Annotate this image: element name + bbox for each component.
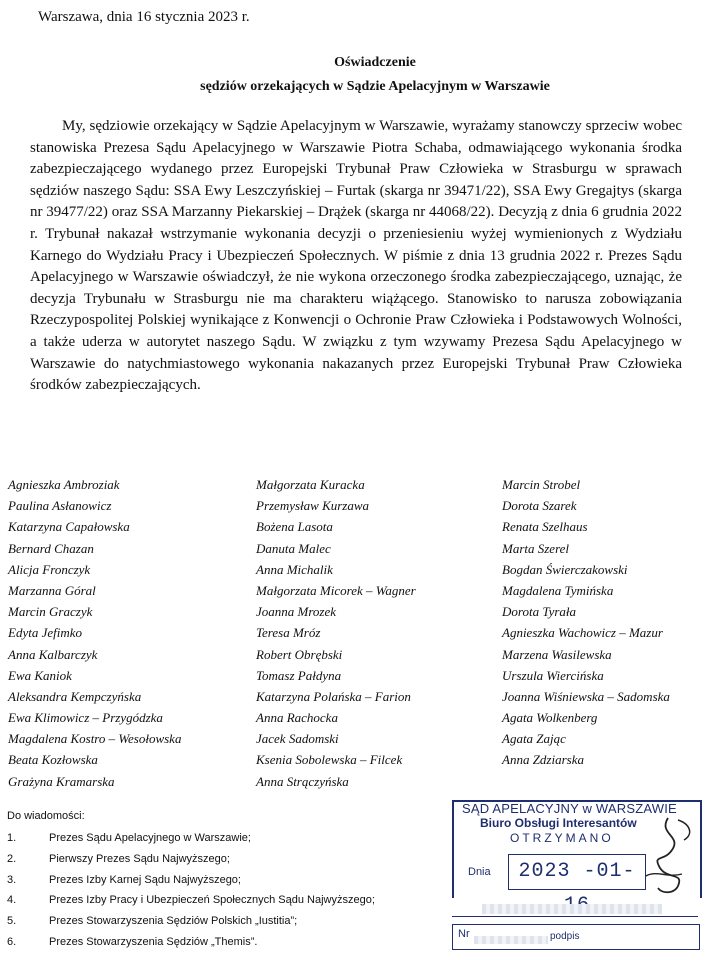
signatory-name: Anna Zdziarska: [502, 752, 584, 768]
signatory-name: Marcin Strobel: [502, 477, 581, 492]
handwritten-signature: [638, 814, 698, 898]
distribution-items: [7, 828, 375, 953]
stamp-received-label: OTRZYMANO: [510, 831, 614, 845]
signatory-name: Katarzyna Capałowska: [8, 519, 130, 535]
signatory-name: Joanna Wiśniewska – Sadomska: [502, 688, 670, 704]
signatory-name: Jacek Sadomski: [256, 731, 339, 747]
signatory-name: Robert Obrębski: [256, 646, 343, 662]
distribution-item-number: 6.: [7, 935, 17, 948]
redacted-area: [482, 904, 662, 914]
signatories-column-1: [8, 474, 181, 792]
signatory-name: Agnieszka Wachowicz – Mazur: [502, 625, 663, 641]
distribution-item-text: Prezes Stowarzyszenia Sędziów „Themis”.: [49, 935, 258, 948]
signatory-name: Edyta Jefimko: [8, 625, 82, 641]
stamp-court-name: SĄD APELACYJNY w WARSZAWIE: [462, 801, 677, 816]
signatory-name: Teresa Mróz: [256, 625, 321, 641]
distribution-item: [7, 911, 375, 932]
document-date: Warszawa, dnia 16 stycznia 2023 r.: [38, 9, 250, 25]
stamp-date-label: Dnia: [468, 866, 491, 878]
stamp-office-name: Biuro Obsługi Interesantów: [480, 816, 637, 830]
distribution-item-text: Prezes Sądu Apelacyjnego w Warszawie;: [49, 832, 251, 844]
signatory-name: Grażyna Kramarska: [8, 773, 115, 789]
signatory-name: Paulina Asłanowicz: [8, 498, 112, 514]
document-title: Oświadczenie: [334, 55, 416, 70]
distribution-item: [7, 890, 375, 911]
signatory-name: Danuta Malec: [256, 540, 331, 556]
signatory-name: Ksenia Sobolewska – Filcek: [256, 752, 403, 768]
distribution-item-text: Prezes Izby Karnej Sądu Najwyższego;: [49, 873, 241, 886]
distribution-item-number: 1.: [7, 832, 17, 844]
signatory-name: Urszula Wiercińska: [502, 667, 604, 683]
signatory-name: Agata Zając: [502, 731, 566, 747]
distribution-item-number: 4.: [7, 894, 17, 907]
received-stamp: [452, 800, 700, 950]
signatory-name: Marzena Wasilewska: [502, 646, 612, 662]
signatory-name: Ewa Klimowicz – Przygódzka: [8, 710, 163, 726]
distribution-item-text: Pierwszy Prezes Sądu Najwyższego;: [49, 852, 230, 865]
stamp-number-label: Nr: [458, 928, 470, 940]
distribution-item-text: Prezes Izby Pracy i Ubezpieczeń Społecznych Sądu Najwyższego;: [49, 894, 375, 907]
signatory-name: Marta Szerel: [502, 540, 570, 556]
signatory-name: Anna Michalik: [256, 561, 333, 577]
signatory-name: Beata Kozłowska: [8, 752, 98, 768]
statement-body: My, sędziowie orzekający w Sądzie Apelacyjnym w Warszawie, wyrażamy stanowczy sprzeciw wobec stanowiska Prezesa Sądu Apelacyjnego w Warszawie Piotra Schaba, odmawiającego wykonania środka zabezpieczającego wydanego przez Europejski Trybunał Praw Człowieka w Strasburgu w sprawach sędziów naszego Sądu: SSA Ewy Leszczyńskiej – Furtak (skarga nr 39471/22), SSA Ewy Gregajtys (skarga nr 39477/22) oraz SSA Marzanny Piekarskiej – Drążek (skarga nr 44068/22). Decyzją z dnia 6 grudnia 2022 r. Trybunał nakazał wstrzymanie wykonania decyzji o przeniesieniu wyżej wymienionych z Wydziału Karnego do Wydziału Pracy i Ubezpieczeń Społecznych. W piśmie z dnia 13 grudnia 2022 r. Prezes Sądu Apelacyjnego w Warszawie oświadczył, że nie wykona orzeczonego środka zabezpieczającego, uznając, że decyzja Trybunału w Strasburgu nie ma charakteru wiążącego. Stanowisko to narusza zobowiązania Rzeczypospolitej Polskiej wynikające z Konwencji o Ochronie Praw Człowieka i Podstawowych Wolności, a także uderza w autorytet naszego Sądu. W związku z tym wzywamy Prezesa Sądu Apelacyjnego w Warszawie do natychmiastowego wykonania nakazanych przez Europejski Trybunał Praw Człowieka środków zabezpieczających.: [30, 118, 682, 394]
distribution-item: [7, 932, 375, 953]
signatory-name: Dorota Tyrała: [502, 604, 577, 620]
signatories-column-2: [256, 474, 416, 792]
signatory-name: Magdalena Kostro – Wesołowska: [8, 731, 182, 747]
signatory-name: Bogdan Świerczakowski: [502, 561, 628, 577]
distribution-item-number: 3.: [7, 873, 17, 886]
signatory-name: Agnieszka Ambroziak: [8, 477, 120, 492]
signatory-name: Anna Rachocka: [256, 710, 338, 726]
signatory-name: Alicja Fronczyk: [8, 561, 91, 577]
distribution-item-number: 5.: [7, 915, 17, 928]
signatory-name: Małgorzata Micorek – Wagner: [256, 582, 416, 598]
distribution-item-text: Prezes Stowarzyszenia Sędziów Polskich „Iustitia”;: [49, 915, 298, 928]
signatory-name: Aleksandra Kempczyńska: [8, 688, 142, 704]
signatory-name: Ewa Kaniok: [8, 667, 72, 683]
distribution-item-number: 2.: [7, 852, 17, 865]
document-subtitle: sędziów orzekających w Sądzie Apelacyjnym w Warszawie: [200, 79, 550, 94]
stamp-divider: [452, 916, 698, 917]
signatory-name: Katarzyna Polańska – Farion: [256, 688, 411, 704]
signatory-name: Agata Wolkenberg: [502, 710, 598, 726]
signatory-name: Marcin Graczyk: [8, 604, 93, 620]
signatory-name: Magdalena Tymińska: [502, 582, 614, 598]
signatory-name: Renata Szelhaus: [502, 519, 588, 535]
distribution-item: [7, 828, 375, 849]
distribution-heading: Do wiadomości:: [7, 810, 85, 822]
redacted-number: [474, 936, 548, 944]
signatories-column-3: [502, 474, 670, 771]
distribution-list: [7, 810, 375, 953]
signatory-name: Przemysław Kurzawa: [256, 498, 370, 514]
signatory-name: Bernard Chazan: [8, 540, 94, 556]
stamp-signature-label: podpis: [550, 931, 580, 942]
signatory-name: Marzanna Góral: [8, 582, 96, 598]
signatory-name: Anna Strączyńska: [256, 773, 349, 789]
signatory-name: Małgorzata Kuracka: [256, 477, 365, 492]
stamp-date: 2023 -01-: [508, 854, 646, 890]
signatory-name: Tomasz Pałdyna: [256, 667, 342, 683]
signatory-name: Bożena Lasota: [256, 519, 333, 535]
signatory-name: Dorota Szarek: [502, 498, 577, 514]
signatory-name: Joanna Mrozek: [256, 604, 337, 620]
distribution-item: [7, 849, 375, 870]
distribution-item: [7, 870, 375, 891]
signatory-name: Anna Kalbarczyk: [8, 646, 98, 662]
